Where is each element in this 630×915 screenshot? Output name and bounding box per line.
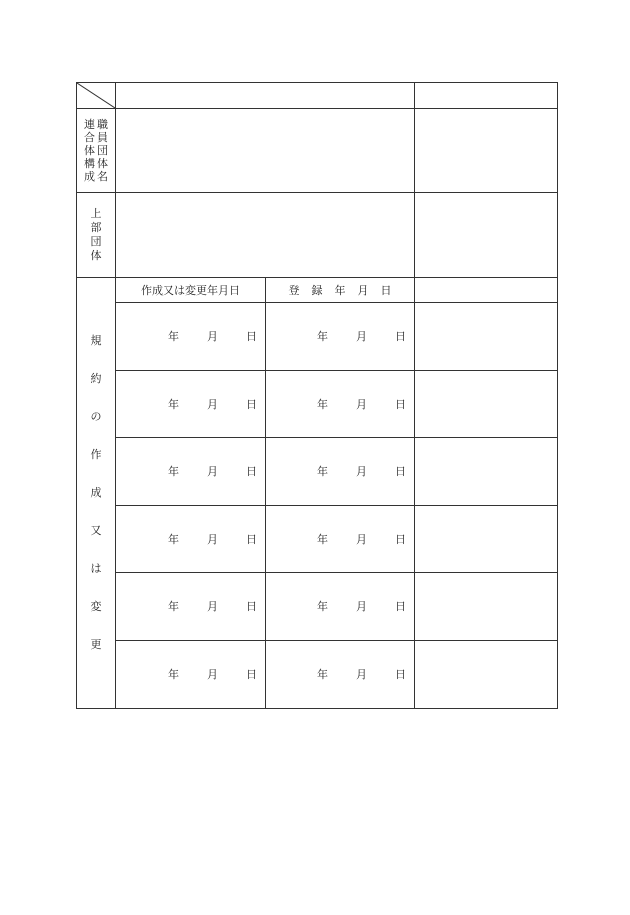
date-field[interactable]: [116, 669, 265, 680]
org-composition-label: [77, 118, 115, 183]
header-blank-cell[interactable]: [116, 83, 415, 109]
year-unit: 年: [317, 668, 328, 681]
month-unit: 月: [356, 330, 367, 343]
header-remarks-cell[interactable]: [415, 83, 558, 109]
creation-date-cell[interactable]: [116, 506, 266, 573]
remarks-cell[interactable]: [415, 303, 558, 371]
month-unit: 月: [356, 668, 367, 681]
month-unit: 月: [207, 330, 218, 343]
date-field[interactable]: [116, 534, 265, 545]
registration-form-table: [76, 82, 558, 709]
parent-org-row: [77, 193, 558, 278]
day-unit: 日: [246, 532, 257, 546]
date-row: [77, 371, 558, 438]
month-unit: 月: [207, 668, 218, 681]
date-field[interactable]: [116, 601, 265, 612]
remarks-cell[interactable]: [415, 506, 558, 573]
year-unit: 年: [317, 330, 328, 343]
date-field[interactable]: [266, 331, 414, 342]
month-unit: 月: [207, 465, 218, 478]
year-unit: 年: [317, 397, 328, 411]
registration-date-cell[interactable]: [266, 506, 415, 573]
creation-date-cell[interactable]: [116, 641, 266, 709]
day-unit: 日: [246, 330, 257, 343]
year-unit: 年: [168, 465, 179, 478]
date-row: [77, 573, 558, 641]
org-composition-row: [77, 109, 558, 193]
parent-org-label: 上 部 団 体: [90, 207, 102, 262]
day-unit: 日: [395, 465, 406, 478]
day-unit: 日: [395, 600, 406, 613]
registration-date-cell[interactable]: [266, 303, 415, 371]
parent-org-value-cell[interactable]: [116, 193, 415, 278]
date-row: [77, 303, 558, 371]
bylaws-header-remarks-cell[interactable]: [415, 278, 558, 303]
remarks-cell[interactable]: [415, 573, 558, 641]
bylaws-header-row: [77, 278, 558, 303]
year-unit: 年: [317, 465, 328, 478]
registration-date-cell[interactable]: [266, 641, 415, 709]
date-row: [77, 506, 558, 573]
month-unit: 月: [356, 397, 367, 411]
creation-date-cell[interactable]: [116, 573, 266, 641]
year-unit: 年: [168, 600, 179, 613]
day-unit: 日: [246, 397, 257, 411]
month-unit: 月: [207, 532, 218, 546]
remarks-cell[interactable]: [415, 641, 558, 709]
diagonal-line-icon: [77, 83, 115, 108]
org-composition-value-cell[interactable]: [116, 109, 415, 193]
org-composition-remarks-cell[interactable]: [415, 109, 558, 193]
month-unit: 月: [356, 600, 367, 613]
date-row: [77, 438, 558, 506]
month-unit: 月: [207, 397, 218, 411]
registration-date-header: 登 録 年 月 日: [266, 278, 415, 303]
year-unit: 年: [168, 532, 179, 546]
creation-date-cell[interactable]: [116, 371, 266, 438]
day-unit: 日: [246, 600, 257, 613]
registration-date-cell[interactable]: [266, 438, 415, 506]
year-unit: 年: [168, 330, 179, 343]
bylaws-label-cell: [77, 278, 116, 709]
day-unit: 日: [246, 668, 257, 681]
creation-date-header: 作成又は変更年月日: [116, 278, 266, 303]
day-unit: 日: [395, 330, 406, 343]
org-composition-label-cell: [77, 109, 116, 193]
day-unit: 日: [246, 465, 257, 478]
year-unit: 年: [317, 532, 328, 546]
date-field[interactable]: [116, 331, 265, 342]
date-field[interactable]: [266, 534, 414, 545]
creation-date-cell[interactable]: [116, 303, 266, 371]
month-unit: 月: [207, 600, 218, 613]
org-composition-label-col1: 職 員 団 体 名: [97, 118, 108, 183]
date-row: [77, 641, 558, 709]
date-field[interactable]: [116, 399, 265, 410]
day-unit: 日: [395, 397, 406, 411]
date-field[interactable]: [116, 466, 265, 477]
diagonal-corner-cell: [77, 83, 116, 109]
creation-date-cell[interactable]: [116, 438, 266, 506]
day-unit: 日: [395, 532, 406, 546]
date-field[interactable]: [266, 466, 414, 477]
registration-date-cell[interactable]: [266, 573, 415, 641]
year-unit: 年: [168, 397, 179, 411]
bylaws-label: 規 約 の 作 成 又 は 変 更: [90, 334, 102, 651]
date-field[interactable]: [266, 601, 414, 612]
parent-org-remarks-cell[interactable]: [415, 193, 558, 278]
month-unit: 月: [356, 532, 367, 546]
remarks-cell[interactable]: [415, 371, 558, 438]
date-field[interactable]: [266, 669, 414, 680]
year-unit: 年: [317, 600, 328, 613]
year-unit: 年: [168, 668, 179, 681]
header-row: [77, 83, 558, 109]
date-field[interactable]: [266, 399, 414, 410]
registration-date-cell[interactable]: [266, 371, 415, 438]
month-unit: 月: [356, 465, 367, 478]
remarks-cell[interactable]: [415, 438, 558, 506]
parent-org-label-cell: [77, 193, 116, 278]
org-composition-label-col2: 連 合 体 構 成: [84, 118, 95, 183]
day-unit: 日: [395, 668, 406, 681]
